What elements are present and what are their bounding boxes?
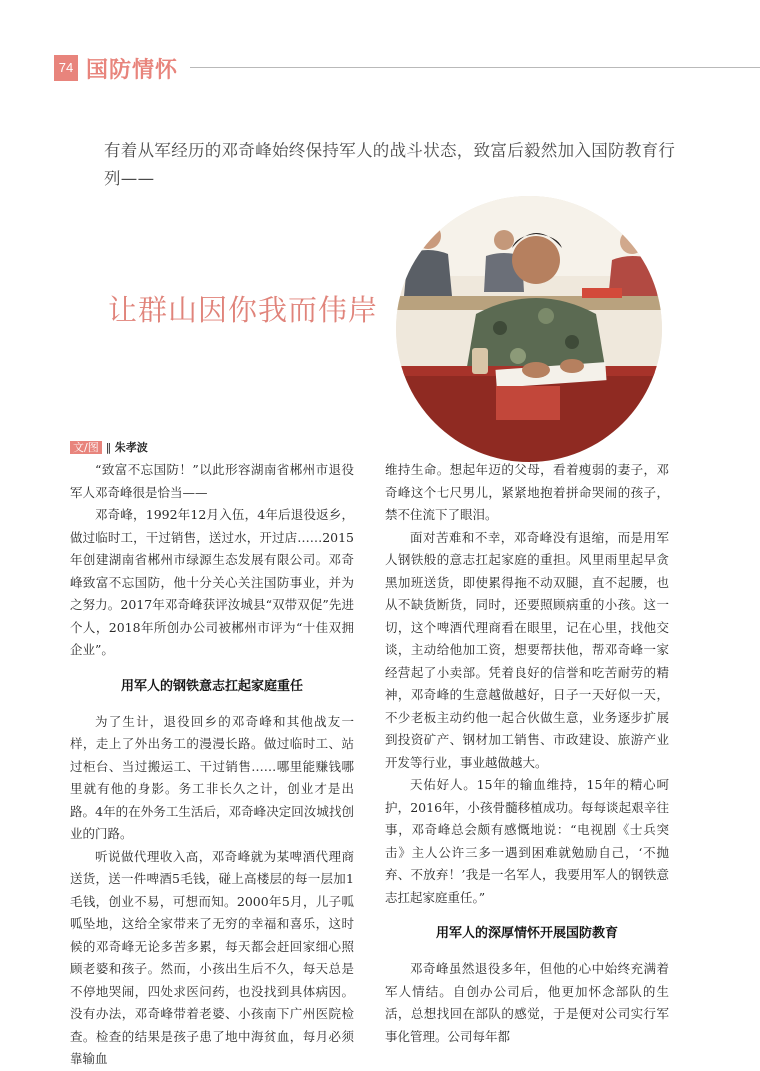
article-title: 让群山因你我而伟岸 bbox=[108, 293, 379, 327]
page-header bbox=[0, 0, 760, 90]
byline bbox=[70, 439, 148, 455]
section-title: 国防情怀 bbox=[86, 58, 179, 83]
byline-tag: 文/图 bbox=[70, 441, 102, 454]
subheading: 用军人的深厚情怀开展国防教育 bbox=[435, 926, 618, 941]
article-column-right bbox=[385, 459, 669, 1048]
author-name: 朱孝波 bbox=[114, 441, 148, 454]
page-number: 74 bbox=[54, 55, 78, 81]
paragraph: 面对苦难和不幸，邓奇峰没有退缩，而是用军人钢铁般的意志扛起家庭的重担。风里雨里起早贪黑加班送货，即使累得拖不动双腿，直不起腰，也从不缺货断货，同时，还要照顾病重的小孩。这一切，这个啤酒代理商看在眼里，记在心里，找他交谈，主动给他加工资，想要帮扶他，帮邓奇峰一家经营起了小卖部。凭着良好的信誉和吃苦耐劳的精神，邓奇峰的生意越做越好，日子一天好似一天，不少老板主动约他一起合伙做生意，业务逐步扩展到投资矿产、钢材加工销售、市政建设、旅游产业开发等行业，事业越做越大。 bbox=[385, 529, 669, 770]
subheading: 用军人的钢铁意志扛起家庭重任 bbox=[120, 678, 303, 694]
meeting-photo-illustration bbox=[396, 196, 662, 462]
header-rule bbox=[190, 67, 760, 68]
paragraph: “致富不忘国防！”以此形容湖南省郴州市退役军人邓奇峰很是恰当—— bbox=[70, 462, 354, 500]
paragraph: 听说做代理收入高，邓奇峰就为某啤酒代理商送货，送一件啤酒5毛钱，碰上高楼层的每一层加1毛钱，创业不易，可想而知。2000年5月，儿子呱呱坠地，这给全家带来了无穷的幸福和喜乐，这时候的邓奇峰无论多苦多累，每天都会赶回家细心照顾老婆和孩子。然而，小孩出生后不久，每天总是不停地哭闹，四处求医问药，也没找到具体病因。没有办法，邓奇峰带着老婆、小孩南下广州医院检查。检查的结果是孩子患了地中海贫血，每月必须靠输血 bbox=[70, 848, 354, 1066]
paragraph: 为了生计，退役回乡的邓奇峰和其他战友一样，走上了外出务工的漫漫长路。做过临时工、站过柜台、当过搬运工、干过销售……哪里能赚钱哪里就有他的身影。务工非长久之计，创业才是出路。4年的在外务工生活后，邓奇峰决定回汝城找创业的门路。 bbox=[70, 713, 354, 841]
paragraph: 维持生命。想起年迈的父母，看着瘦弱的妻子，邓奇峰这个七尺男儿，紧紧地抱着拼命哭闹的孩子，禁不住流下了眼泪。 bbox=[385, 462, 669, 522]
paragraph: 邓奇峰，1992年12月入伍，4年后退役返乡，做过临时工，干过销售，送过水，开过店……2015年创建湖南省郴州市绿源生态发展有限公司。邓奇峰致富不忘国防，他十分关心关注国防事业，并为之努力。2017年邓奇峰获评汝城县“双带双促”先进个人，2018年所创办公司被郴州市评为“十佳双拥企业”。 bbox=[70, 507, 354, 657]
byline-separator: ‖ bbox=[105, 441, 115, 454]
lead-paragraph: 有着从军经历的邓奇峰始终保持军人的战斗状态，致富后毅然加入国防教育行列—— bbox=[104, 141, 676, 188]
paragraph: 天佑好人。15年的输血维持，15年的精心呵护，2016年，小孩骨髓移植成功。每每谈起艰辛往事，邓奇峰总会颇有感慨地说：“电视剧《士兵突击》主人公许三多一遇到困难就勉励自己，‘不抛弃、不放弃！’我是一名军人，我要用军人的钢铁意志扛起家庭重任。” bbox=[385, 777, 669, 905]
article-column-left bbox=[70, 459, 354, 1071]
meeting-photo bbox=[396, 196, 662, 462]
paragraph: 邓奇峰虽然退役多年，但他的心中始终充满着军人情结。自创办公司后，他更加怀念部队的生活，总想找回在部队的感觉，于是便对公司实行军事化管理。公司每年都 bbox=[385, 961, 669, 1044]
